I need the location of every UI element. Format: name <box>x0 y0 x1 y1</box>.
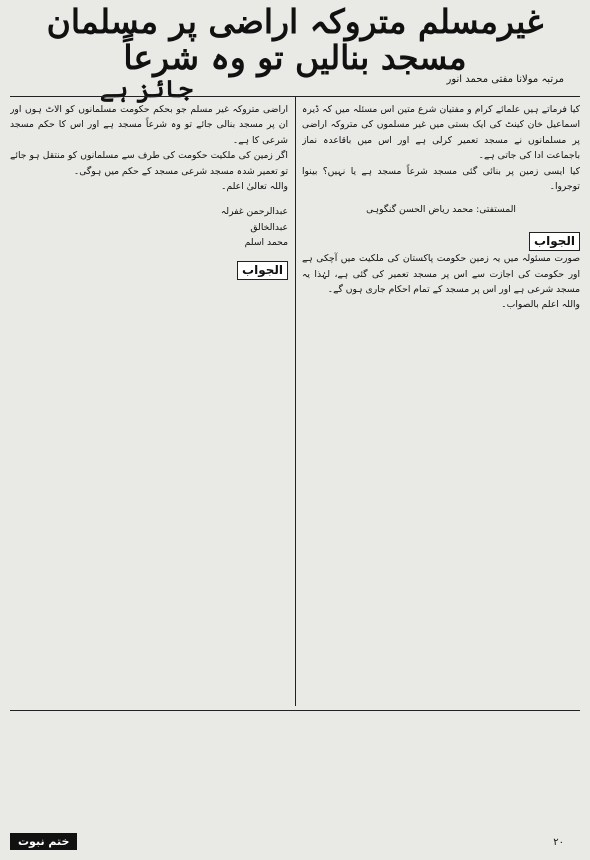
left-paragraph: اراضی متروکہ غیر مسلم جو بحکم حکومت مسلمانوں کو الاٹ ہوں اور ان پر مسجد بنالی جائے تو وہ شرعاً مسجد ہے اور اس کا حکم مسجد شرعی کا ہے۔ <box>10 104 288 146</box>
signature: محمد اسلم <box>244 237 288 249</box>
left-paragraph: واللہ تعالیٰ اعلم۔ <box>221 181 288 193</box>
left-paragraph: اگر زمین کی ملکیت حکومت کی طرف سے مسلمانوں کو منتقل ہو جائے تو تعمیر شدہ مسجد شرعی مسجد کے حکم میں ہوگی۔ <box>10 150 288 177</box>
byline: مرتبہ مولانا مفتی محمد انور <box>446 74 564 85</box>
bottom-rule <box>10 710 580 711</box>
answer-label: الجواب <box>529 232 580 251</box>
signature: عبدالخالق <box>250 221 288 233</box>
petitioner: المستفتی: محمد ریاض الحسن گنگوہی <box>366 204 516 216</box>
signature: عبدالرحمن غفرلہ <box>220 206 288 218</box>
headline-sub: جائز ہے <box>100 74 193 103</box>
page-number: ۲۰ <box>553 837 564 848</box>
answer-end: واللہ اعلم بالصواب۔ <box>501 299 580 311</box>
answer-text: صورت مسئولہ میں یہ زمین حکومت پاکستان کی ملکیت میں آچکی ہے اور حکومت کی اجازت سے اس پر مسجد تعمیر کی گئی ہے، لہٰذا یہ مسجد شرعی ہے اور اس پر مسجد کے تمام احکام جاری ہوں گے۔ <box>302 253 580 296</box>
left-column <box>10 102 288 700</box>
headline-main: غیرمسلم متروکہ اراضی پر مسلمان مسجد بنالیں تو وہ شرعاً <box>46 2 544 77</box>
right-column <box>302 102 580 700</box>
left-answer-label: الجواب <box>237 261 288 280</box>
question-text: کیا فرماتے ہیں علمائے کرام و مفتیان شرع متین اس مسئلہ میں کہ ڈیرہ اسماعیل خان کینٹ کی ایک بستی میں غیر مسلموں کی متروکہ اراضی پر مسلمانوں نے مسجد تعمیر کرلی ہے اور اس میں باقاعدہ نماز باجماعت ادا کی جاتی ہے۔ <box>302 104 580 162</box>
column-divider <box>295 96 296 706</box>
question-end: کیا ایسی زمین پر بنائی گئی مسجد شرعاً مسجد ہے یا نہیں؟ بینوا توجروا۔ <box>302 165 580 193</box>
publication-mark: ختم نبوت <box>10 833 77 850</box>
